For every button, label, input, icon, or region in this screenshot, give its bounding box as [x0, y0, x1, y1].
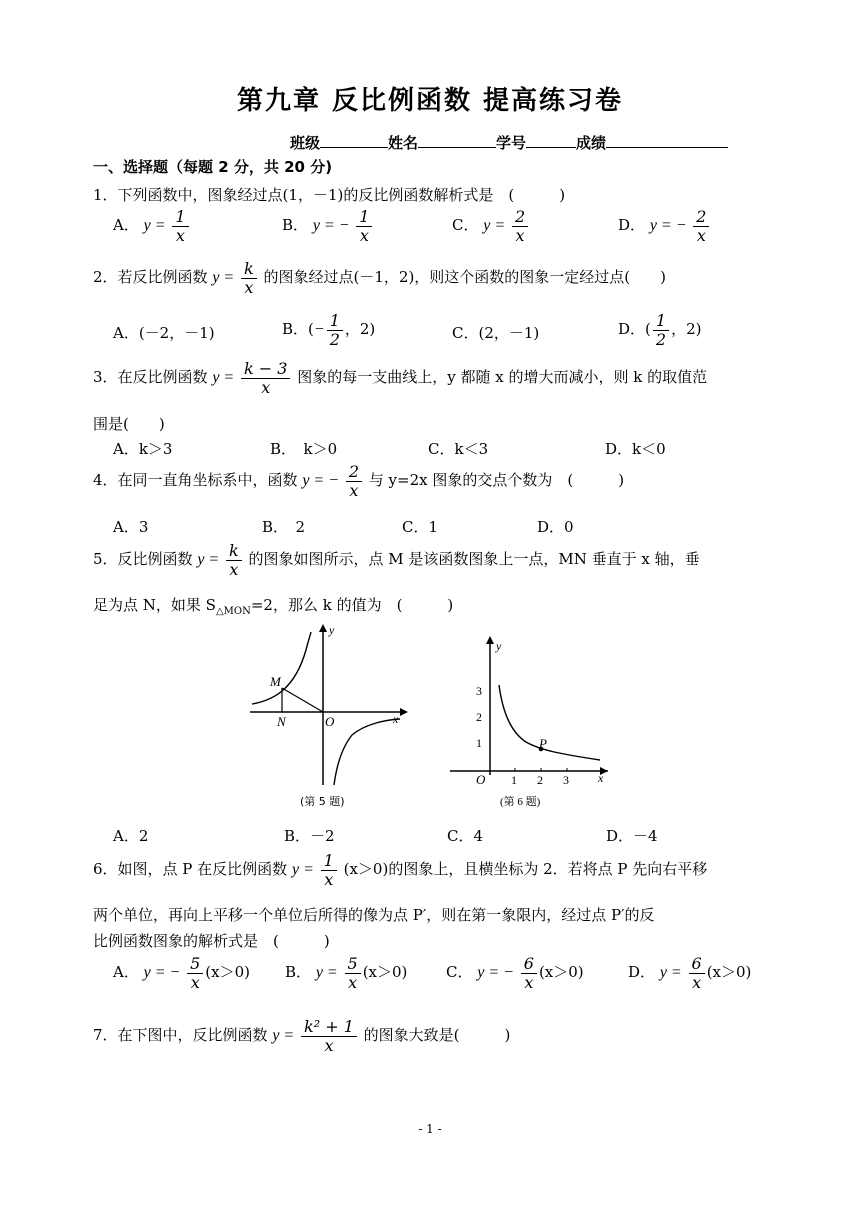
numerator: k [241, 260, 257, 279]
y-tick-label-3: 3 [476, 684, 482, 698]
denominator: 2 [329, 329, 340, 349]
question-7-stem [93, 1018, 510, 1054]
q3-option-c[interactable]: C．k＜3 [428, 440, 489, 458]
fraction [327, 312, 343, 348]
option-letter: B． [282, 216, 309, 235]
numerator: 2 [346, 463, 362, 482]
fraction [689, 955, 705, 991]
condition: (x＞0) [362, 963, 408, 982]
question-5-stem [93, 542, 700, 578]
fraction [241, 360, 290, 396]
numerator: 1 [172, 208, 188, 227]
numerator: k² + 1 [301, 1018, 357, 1037]
formula-prefix: y = [143, 217, 166, 235]
formula-prefix: y = [212, 369, 235, 387]
page-number: - 1 - [418, 1122, 442, 1136]
fraction [346, 463, 362, 499]
q1-option-a[interactable] [113, 208, 191, 244]
numerator: 5 [187, 955, 203, 974]
formula-prefix: y = − [649, 217, 687, 235]
label-y: y [496, 639, 502, 653]
q6-option-c[interactable] [446, 955, 584, 991]
y-tick-label-1: 1 [476, 736, 482, 750]
stem-text: 与 y=2x 图象的交点个数为 ( ) [368, 471, 625, 490]
q3-option-b[interactable]: B． k＞0 [270, 440, 338, 458]
denominator: x [324, 869, 334, 889]
name-blank[interactable] [418, 133, 496, 148]
label-n: N [277, 714, 286, 729]
fraction [693, 208, 709, 244]
q2-option-c[interactable]: C．(2，－1) [452, 324, 540, 342]
question-3-stem [93, 360, 707, 396]
q4-option-d[interactable]: D．0 [537, 518, 574, 536]
stem-text: =2，那么 k 的值为 ( ) [250, 596, 454, 614]
y-axis-arrow [486, 636, 494, 644]
denominator: x [348, 972, 358, 992]
question-6-stem [93, 852, 707, 888]
question-5-line2 [93, 594, 453, 617]
fraction [521, 955, 537, 991]
question-3-line2: 围是( ) [93, 415, 165, 433]
score-label: 成绩 [576, 134, 607, 152]
numerator: 2 [512, 208, 528, 227]
fraction [301, 1018, 357, 1054]
stem-text: 4．在同一直角坐标系中，函数 [93, 471, 298, 490]
segment-mo [282, 688, 323, 712]
denominator: x [229, 559, 239, 579]
formula-prefix: y = [291, 861, 314, 879]
formula-prefix: y = − [302, 472, 340, 490]
formula-prefix: y = [659, 964, 682, 982]
stem-text: 2．若反比例函数 [93, 268, 208, 287]
denominator: x [696, 225, 706, 245]
q6-option-d[interactable] [628, 955, 751, 991]
y-axis-arrow [319, 624, 327, 632]
label-x: x [393, 712, 399, 726]
option-text: B．( [282, 320, 314, 339]
x-axis-arrow [400, 708, 408, 716]
q6-option-a[interactable] [113, 955, 250, 991]
denominator: 2 [655, 329, 667, 349]
numerator: 1 [327, 312, 343, 331]
denominator: x [324, 1035, 334, 1055]
q3-option-a[interactable]: A．k＞3 [113, 440, 173, 458]
hyperbola-branch-right [334, 719, 400, 785]
stem-text: 7．在下图中，反比例函数 [93, 1026, 268, 1045]
curve-y-1-over-x [499, 685, 600, 760]
class-blank[interactable] [320, 133, 388, 148]
formula-prefix: y = [483, 217, 506, 235]
question-2-stem [93, 260, 666, 296]
fraction [512, 208, 528, 244]
stem-text: 5．反比例函数 [93, 550, 193, 569]
label-m: M [270, 674, 281, 689]
subscript: △MON [215, 606, 251, 617]
fraction [172, 208, 188, 244]
formula-prefix: y = − [477, 964, 514, 982]
option-letter: D． [628, 963, 656, 982]
formula-prefix: y = [197, 551, 220, 569]
figure-5-caption: (第 5 题) [300, 795, 345, 808]
option-letter: D． [618, 216, 646, 235]
label-o: O [325, 714, 335, 729]
option-letter: C． [452, 216, 479, 235]
option-text: ，2) [671, 320, 702, 339]
stem-text: 3．在反比例函数 [93, 368, 208, 387]
numerator: 5 [345, 955, 361, 974]
student-info-fields [290, 132, 728, 153]
label-y: y [329, 623, 335, 637]
stem-text: 足为点 N，如果 S [93, 596, 216, 614]
q4-option-b[interactable]: B． 2 [262, 518, 306, 536]
condition: (x＞0) [205, 963, 251, 982]
y-tick-label-2: 2 [476, 710, 482, 724]
q1-option-b[interactable] [282, 208, 374, 244]
question-1-stem: 1．下列函数中，图象经过点(1，－1)的反比例函数解析式是 ( ) [93, 186, 566, 204]
option-letter: C． [446, 963, 473, 982]
q5-option-d[interactable]: D．－4 [606, 827, 658, 845]
label-o: O [476, 772, 486, 787]
q2-option-a[interactable]: A．(－2，－1) [113, 324, 215, 342]
q5-option-a[interactable]: A．2 [113, 827, 149, 845]
stem-text: 的图象大致是( ) [363, 1026, 511, 1045]
stem-text: (x＞0)的图象上，且横坐标为 2．若将点 P 先向右平移 [343, 860, 708, 879]
class-label: 班级 [290, 134, 321, 152]
option-letter: A． [113, 963, 139, 982]
fraction [226, 542, 242, 578]
option-letter: A． [113, 216, 139, 235]
fraction [321, 852, 337, 888]
condition: (x＞0) [706, 963, 752, 982]
question-4-stem [93, 463, 624, 499]
x-tick-label-1: 1 [511, 773, 517, 787]
denominator: x [524, 972, 534, 992]
formula-prefix: y = − [143, 964, 181, 982]
score-blank[interactable] [606, 133, 728, 148]
figure-6-graph [440, 630, 620, 815]
stem-text: 的图象如图所示，点 M 是该函数图象上一点，MN 垂直于 x 轴，垂 [248, 550, 700, 569]
denominator: x [190, 972, 200, 992]
q4-option-a[interactable]: A．3 [113, 518, 149, 536]
label-x: x [598, 771, 604, 785]
label-p: P [539, 736, 547, 751]
fraction [241, 260, 257, 296]
denominator: x [359, 225, 369, 245]
q1-option-d[interactable] [618, 208, 711, 244]
name-label: 姓名 [388, 134, 419, 152]
question-6-line3: 比例函数图象的解析式是 ( ) [93, 932, 330, 950]
q5-option-b[interactable]: B．－2 [284, 827, 335, 845]
stem-text: 的图象经过点(－1，2)，则这个函数的图象一定经过点( ) [263, 268, 666, 287]
numerator: 6 [689, 955, 705, 974]
question-6-line2: 两个单位，再向上平移一个单位后所得的像为点 P′，则在第一象限内，经过点 P′的反 [93, 906, 655, 924]
figure-6-caption: (第 6 题) [500, 796, 541, 808]
option-text: ，2) [344, 320, 376, 339]
numerator: 1 [321, 852, 337, 871]
q6-option-b[interactable] [285, 955, 407, 991]
x-tick-label-2: 2 [537, 773, 543, 787]
denominator: x [515, 225, 525, 245]
denominator: x [261, 377, 271, 397]
numerator: 2 [693, 208, 709, 227]
formula-prefix: y = − [312, 217, 350, 235]
condition: (x＞0) [538, 963, 584, 982]
section-heading: 一、选择题（每题 2 分，共 20 分) [93, 158, 333, 176]
numerator: k − 3 [241, 360, 290, 379]
numerator: k [226, 542, 242, 561]
q2-option-d[interactable] [618, 312, 701, 348]
q2-option-b[interactable] [282, 312, 375, 348]
fraction [356, 208, 372, 244]
number-blank[interactable] [526, 133, 576, 148]
numerator: 6 [521, 955, 537, 974]
q4-option-c[interactable]: C．1 [402, 518, 439, 536]
stem-text: 6．如图，点 P 在反比例函数 [93, 860, 288, 879]
q5-option-c[interactable]: C．4 [447, 827, 484, 845]
number-label: 学号 [496, 134, 527, 152]
formula-prefix: − [313, 321, 325, 339]
denominator: x [349, 480, 359, 500]
numerator: 1 [356, 208, 372, 227]
denominator: x [175, 225, 185, 245]
formula-prefix: y = [212, 269, 235, 287]
x-tick-label-3: 3 [563, 773, 569, 787]
q1-option-c[interactable] [452, 208, 530, 244]
fraction [653, 312, 669, 348]
q3-option-d[interactable]: D．k＜0 [605, 440, 666, 458]
fraction [345, 955, 361, 991]
formula-prefix: y = [272, 1027, 295, 1045]
fraction [187, 955, 203, 991]
option-letter: B． [285, 963, 312, 982]
page-title: 第九章 反比例函数 提高练习卷 [236, 86, 624, 116]
numerator: 1 [653, 312, 669, 331]
figure-5-graph [240, 620, 410, 815]
stem-text: 图象的每一支曲线上，y 都随 x 的增大而减小，则 k 的取值范 [297, 368, 708, 387]
denominator: x [692, 972, 702, 992]
option-text: D．( [618, 320, 651, 339]
denominator: x [244, 277, 254, 297]
formula-prefix: y = [315, 964, 338, 982]
